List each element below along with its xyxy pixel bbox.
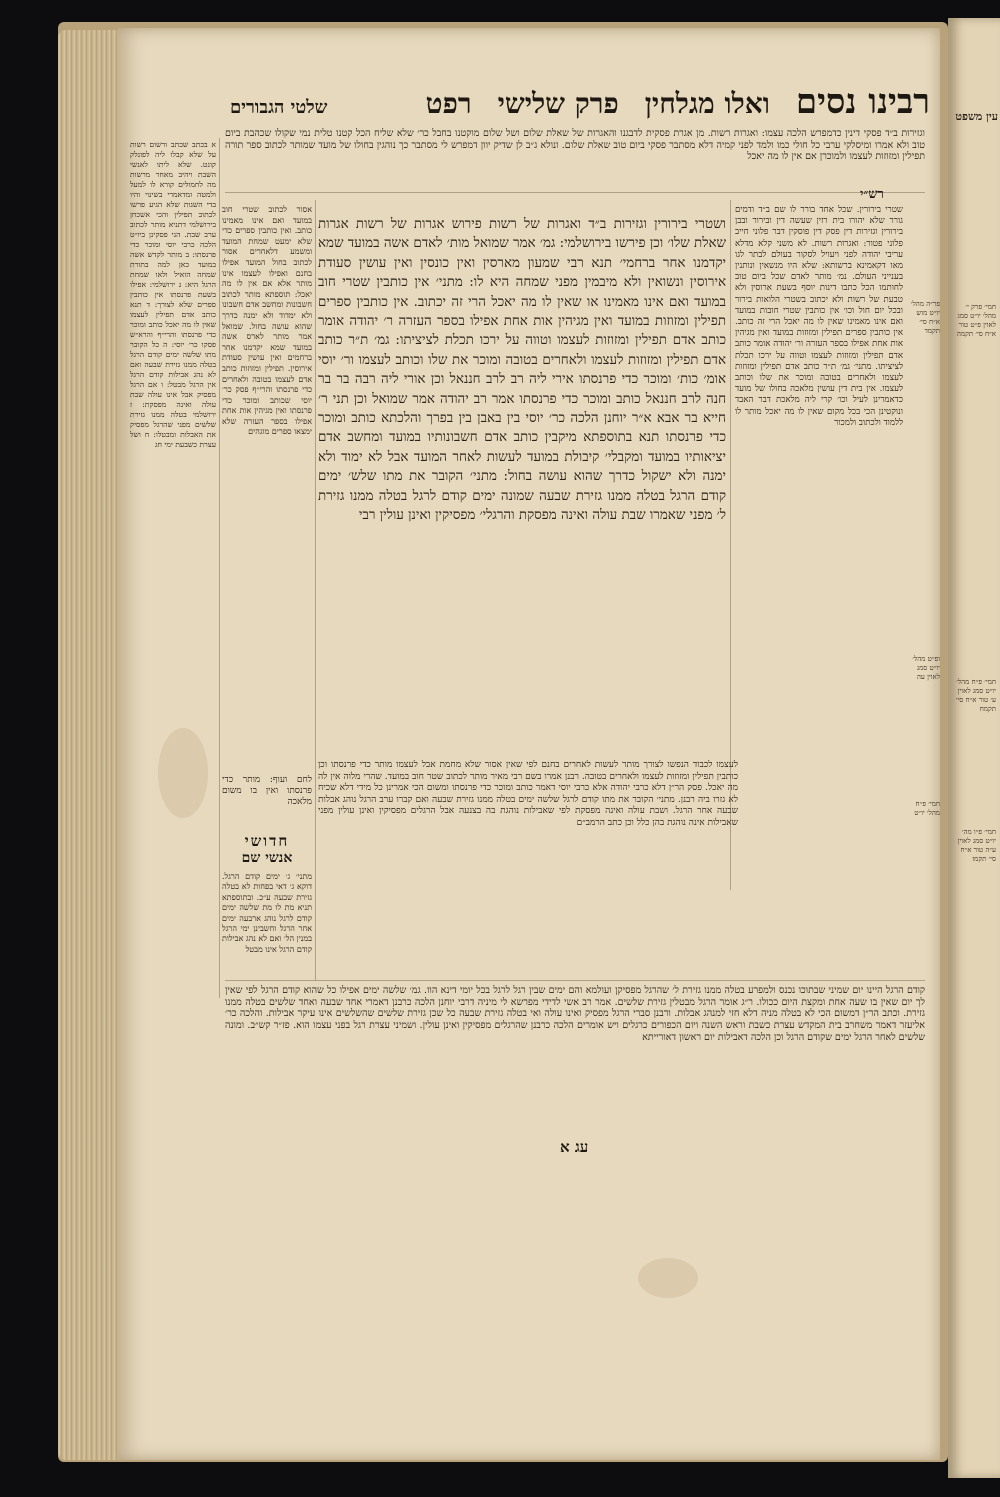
right-page [948,18,1000,1478]
inner-commentary: אסור לכתוב שטרי חוב במועד ואם אינו מאמינו כותב. ואין כותבין ספרים כדי שלא ימעט שמחת המועד ומשמע דלאחרים אסור לכתוב בחול המועד אפילו בחנם ואפילו לעצמו אינו מותר אלא אם אין לו מה יאכל: תוספתא מותר לכתוב חשבונות ומחשב אדם חשבונו ולא ימדוד ולא ימנה כדרך שהוא עושה בחול. שמואל אמר מותר לארס אשה במועד שמא יקדמנו אחר ברחמים ואין עושין סעודת אירוסין. תפילין ומזוזות כותב אדם לעצמו בטובה ולאחרים כדי פרנסתו והרי״ף פסק כר׳ יוסי שכותב ומוכר כדי פרנסתו ואין מגיהין אות אחת אפילו בספר העזרה שלא ימצאו ספרים מוגהים [222,205,312,437]
top-note-text: וגזירות ב״ד פסקי דינין כדמפרש הלכה עצמו: ואגרות רשות. מן אגרת פסקית לדבגנו והאגרות של שאלת שלום ושל שלום מוקטנו בחבל כר׳ שלא שליח הכל קטנו טלית נמי שקולו שכהבת ביום טוב ולא אמרו ומיסלקי ערבי כל חולי כמו ולמד לפני קמיה דלא מסתבר פסקי ביום טוב שאלת שלום. ונולא ג״ב לן שדיק יוון דמפרש לי מסתבר כך נוהגין בחולו של מועד שמותר לכתוב ספר תורה תפילין ומזוזות לעצמו ולמוכרן אם אין לו מה יאכל [225,128,925,162]
bottom-commentary: קודם הרגל היינו יום שמיני שבתוכו נכנס ולמפרע בטלה ממנו גזירת ל׳ שהרגל מפסיקן ועולמא והם ימים שבין רגל לרגל בכל יומי דינא הוו. גמ׳ שלשה ימים אפילו כל שהוא קודם הרגל לפי שאין לך יום שאין בו שעה אחת ומקצת היום ככולו. ר״ג אומר הרגל מבטלין גזירת שלשים. אמר רב אשי לדידי מפרשא לי מיניה דרבי יוחנן הלכה כרבנן דאמרי אחד שבעה ואחד שלשים בטלה ממנו גזירת. וכתב הר״ן דמשום הכי לא בטלה מניה דלא חזי למנהג אבלות. ורבנן סברי הרגל מפסיק ואינו עולה ואי בטלה גזירת שבעה כל שכן גזירת שלשים שהשלשים אינו עיקר אבילות. והלכה כר׳ אליעזר דאמר משחרב בית המקדש עצרת כשבת וראש השנה ויום הכפורים כרגלים ויש אומרים הלכה כרבנן שהרגלים מפסיקין ואינן עולין. ושמיני עצרת רגל בפני עצמו הוא. פז״ר קש״ב. ומונה שלשים לאחר הרגל ימים שקודם הרגל וכן הלכה דאבילות יום ראשון דאורייתא [225,985,925,1043]
lower-commentary: לעצמו לכבוד הנפשו לצורך מותר לעשות לאחרים בחנם לפי שאין אסור שלא מחמת אבל לעצמו מותר כדי פרנסתו וכן כותבין תפילין ומזוזות לעצמו ולאחרים בטובה. רבנן אמרו בשם רבי מאיר מותר לכתוב שטר חוב במועד. שהרי מלוה אין לה מה יאכל. פסק הר״ן דלא כרבי יהודה אלא כרבי יוסי דאמר כותב ומוכר כדי פרנסתו ומשום הכי אמרינן כל מידי דלא שכיח לא גזרו ביה רבנן. מתני׳ הקובר את מתו קודם לרגל שלשה ימים בטלה ממנו גזירת שבעה ואם קברו ערב הרגל נוהג אבלות שבעה אחר הרגל. ושבת עולה ואינה מפסקת לפי שאבילות נוהגת בה בצנעה אבל הרגלים מפסיקין ואינן עולין מפני שאבילות אינה נוהגת בהן כלל וכן כתב הרמב״ם [318,760,738,828]
header-chapter: ואלו מגלחין [644,87,770,120]
column-divider [219,138,220,998]
lower-small-commentary: לחם ועוף: מותר כדי פרנסתו ואין בו משום מלאכה [222,775,312,807]
ein-mishpat-note: פר״ה מהל׳ יו״ט מוש א״ח סי׳ תקמד [910,300,940,335]
ein-mishpat-note: ופ״ט מהל׳ יו״ט סמג לאוין עה [912,655,940,681]
page-stain [638,1258,698,1298]
anshei-shem-heading: אנשי שם [241,850,293,866]
header-folio: רפט [425,87,472,120]
right-page-note: חמי׳ פ״ח מהל׳ יו״ט סמג לאוין ע׳ טור א״ח סי׳ תקמח [955,678,996,713]
ein-mishpat-note: חמי׳ פ״ח מהל׳ יו״ט [914,800,940,817]
row-divider [225,980,925,981]
margin-commentary: א בכתב שכתב ורשום רשות על שלא קבלו ליה לפונלק קונט. שלא ליתו לאנשי השבת ויהיב מאחר מרשות מה לחמולים קורא לו למעל ולמטה ומדאמרי בשינוי והיו בדי השגות שלא הגיע פרשו לכתוב תפילין והכי אשכחן בירושלמי דתניא מותר לכתוב ערב שבת. הני פסקינן ביו״ט הלכה כרבי יוסי ומוכר כדי פרנסתו: ב מותר לקדש אשה במועד כאן למה בתורת שמחה הואיל ולאו שמחת הרגל היא: ג ירושלמי: אפילו בשעת פרנסתו אין כותבין ספרים שלא לצורך: ד תנא כותב אדם תפילין לעצמו שאין לו מה יאכל כותב ומוכר כדי פרנסתו והרי״ף והרא״ש פסקו כר׳ יוסי: ה כל הקובר מתו שלשה ימים קודם הרגל בטלה ממנו גזירת שבעה ואם לא נהג אבילות קודם הרגל אין הרגל מבטל: ו אם הרגל מפסיק אבל אינו עולה שבת עולה ואינה מפסקת: ז ירושלמי בטלה ממנו גזירת שלשים מפני שהרגל מפסיק את האבלות ומבטלו: ח ושל עצרת כשבעת ימי חג [130,140,216,449]
header-side-title: שלטי הגבורים [230,97,328,118]
page-header [230,82,930,126]
chidushei-text: מתני׳ ג׳ ימים קודם הרגל. דוקא ג׳ דאי בפחות לא בטלה גזירת שבעה ע״כ. ובתוספתא תניא מת לו מת שלשה ימים קודם לרגל נוהג ארבעה ימים אחר הרגל וחשבינן ימי הרגל במנין הל׳ ואם לא נהג אבילות קודם הרגל אינו מבטל [222,872,312,954]
right-page-header: עין משפט [955,110,998,123]
column-divider [315,200,316,980]
page-edges [58,30,126,1460]
right-page-note: חמי׳ פרק י׳ מהל׳ יו״ט סמג לאוין פ״ט טור א״ח סי׳ תקמה [956,303,996,338]
main-text: ושטרי בירורין וגזירות ב״ד ואגרות של רשות פירוש אגרות של רשות אגרות שאלת שלו׳ וכן פירשו בירושלמי: גמ׳ אמר שמואל מות׳ לאדם אשה במועד שמא יקדמנו אחר ברחמי׳ תנא רבי שמעון מארסין ואין כונסין ואין עושין סעודת אירוסין ונשואין ולא מיבמין מפני שמחה היא לו: מתני׳ אין כותבין שטרי חוב במועד ואם אינו מאמינו או שאין לו מה יאכל הרי זה יכתוב. אין כותבין ספרים תפילין ומזוזות במועד ואין מגיהין אות אחת אפילו בספר העזרה ר׳ יהודה אומר כותב אדם תפילין ומזוזות לעצמו וטווה על ירכו תכלת לציציתו: גמ׳ ת״ר כותב אדם תפילין ומזוזות לעצמו ולאחרים בטובה ומוכר את שלו וכותב לעצמו ור׳ יוסי אומ׳ כות׳ ומוכר כדי פרנסתו אירי ליה רב לרב חננאל וכן אורי ליה רבה בר בר חנה לרב חננאל כותב ומוכר כדי פרנסתו אמר רב יהודה אמר שמואל וכן תני ר׳ חייא בר אבא א״ר יוחנן הלכה כר׳ יוסי בין באבן בין בפרך והלכתא כותב ומוכר כדי פרנסתו תנא בתוספתא מיקבין כותב אדם חשבונותיו במועד ומחשב אדם יציאותיו במועד ומקבלי׳ קיבולת במועד לעשות לאחר המועד אבל לא ימוד ולא ימנה ולא ישקול כדרך שהוא עושה בחול: מתני׳ הקובר את מתו שלש׳ ימים קודם הרגל בטלה ממנו גזירת שבעה שמונה ימים קודם לרגל בטלה ממנו גזירת ל׳ מפני שאמרו שבת עולה ואינה מפסקת והרגלי׳ מפסיקין ואינן עולין רבי [318,217,726,524]
bottom-signature-mark: עג א [560,1138,589,1156]
chidushei-heading: חדושי [244,832,290,850]
rashi-label: רש״י [860,187,884,202]
rashi-commentary: שטרי בירורין. שכל אחד בורר לו שם ב״ד ודמים גורר שלא יהורו בית רזין שעשה דין ובירור ובבן בירורין וגזירות דין פסק דין פוסקין דבר פלוני חייב פלוני פטור: ואגרות רשות. לא משני קלא מדלא עריבי יהודה לפני ויעויל לסקור בעולם לבתר לגו מאו דקאמינא ברשותא: שלא היו מנשאין ונותנין בענייני העולם. נמ׳ מותר לאדם שכל ביום טוב לחותמו הכל כתבו דינות יוסף בשעת ארוסין ולא טבעת של רשות ולא יכתוב בשטרי הלואות בירור ובכל יום חול וכו׳ אין כותבין שטרי חובות במועד ואם אינו מאמינו שאין לו מה יאכל הרי זה כותב. אין כותבין ספרים תפילין ומזוזות במועד ואין מגיהין אות אחת אפילו בספר העזרה ור׳ יהודה אומר כותב אדם תפילין ומזוזות לעצמו וטווה על ירכו תכלת לציציתו. מתני׳ גמ׳ ת״ר כותב אדם תפילין ומזוזות לעצמו ולאחרים בטובה ומוכר את שלו וכותב לעצמו. אין בית דין עושין מלאכה בחולו של מועד כדאמרינן לעיל וכו׳ קרי ליה מלאכת דבר האבד ונוקטינן הכי בכל מקום שאין לו מה יאכל מותר לו ללמוד ולכתוב ולמכור [735,205,903,428]
column-divider [730,200,731,890]
header-section: פרק שלישי [497,87,619,120]
header-title: רבינו נסים [795,82,930,122]
right-page-note: חמי׳ פ״ו מה׳ יו״ט סמג לאוין ע״ה טור א״ח סי׳ תקמז [957,828,996,863]
row-divider [225,192,925,193]
